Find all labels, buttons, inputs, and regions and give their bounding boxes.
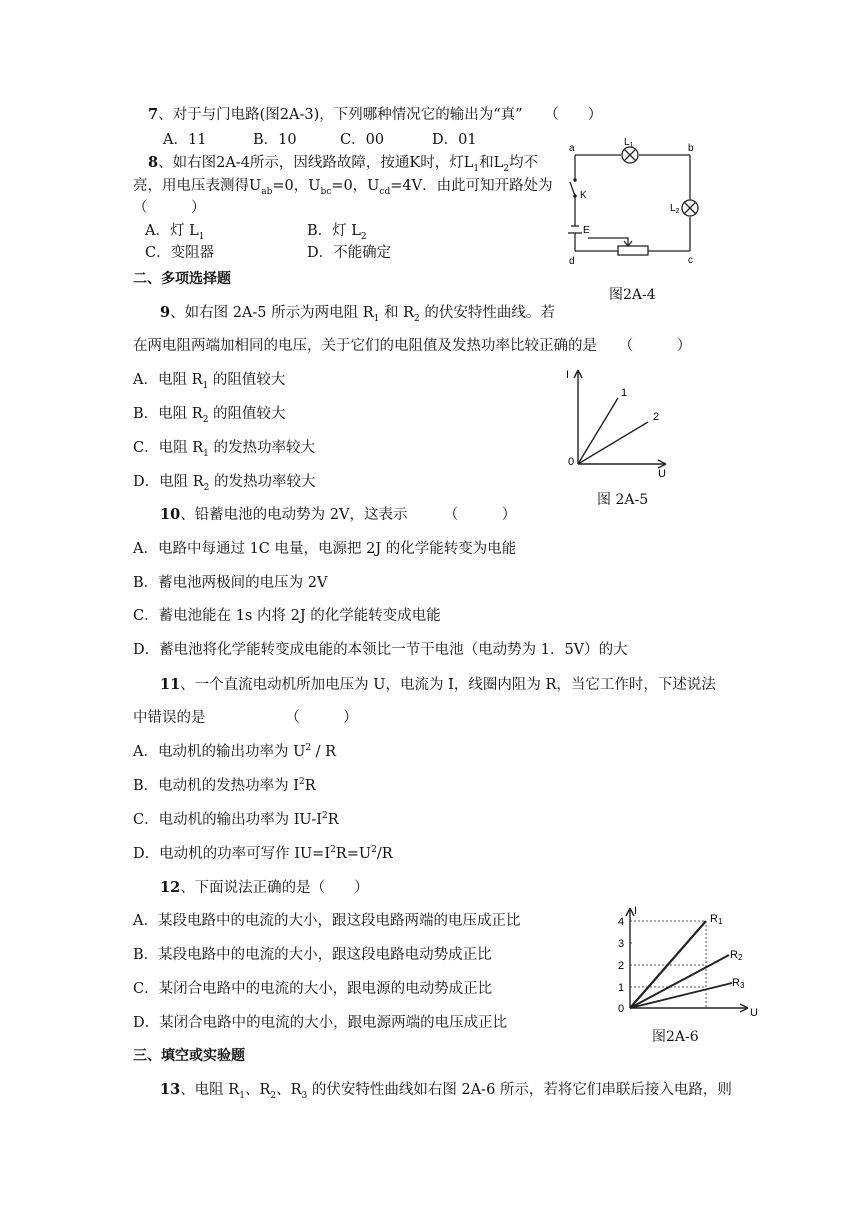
q11-stem-line2: 中错误的是 （ ） [133, 710, 358, 726]
battery-e-label: E [583, 225, 590, 236]
lamp-l1-label: $L_1$ [624, 138, 634, 149]
line-2 [578, 422, 648, 464]
q9-option-d: D．电阻 $R_2$ 的发热功率较大 [133, 474, 316, 493]
node-b-label: b [688, 143, 694, 154]
figure-2a-4-caption: 图2A-4 [609, 287, 656, 303]
line-r3 [630, 983, 732, 1008]
tick-1: 1 [618, 982, 625, 994]
q7-option-b: B．10 [253, 132, 297, 148]
q10-option-b: B．蓄电池两极间的电压为 2V [133, 575, 328, 591]
q9-option-c: C．电阻 $R_1$ 的发热功率较大 [133, 440, 315, 459]
q10-stem: 10、铅蓄电池的电动势为 2V，这表示 （ ） [160, 506, 517, 523]
r1-label: R1 [710, 913, 723, 926]
node-d-label: d [569, 256, 575, 267]
iv-graph-2a-6 [608, 898, 763, 1023]
q11-option-a: A．电动机的输出功率为 $U^2$ / R [133, 743, 337, 760]
q11-option-c: C．电动机的输出功率为 $IU-I^2R$ [133, 811, 339, 828]
q11-option-b: B．电动机的发热功率为 $I^2R$ [133, 777, 316, 794]
r2-label: R2 [730, 949, 743, 962]
line-2-label: 2 [653, 411, 660, 423]
q9-stem-line1: 9、如右图 2A-5 所示为两电阻 $R_1$ 和 $R_2$ 的伏安特性曲线。若 [160, 304, 555, 324]
node-a-label: a [569, 143, 575, 154]
q7-stem: 7、对于与门电路(图2A-3)，下列哪种情况它的输出为“真” （ ） [148, 106, 603, 123]
iv-graph-2a-5 [562, 364, 677, 479]
axis-i-label: I [566, 369, 570, 381]
q9-option-b: B．电阻 $R_2$ 的阻值较大 [133, 406, 286, 425]
circuit-diagram-2a-4 [560, 138, 710, 268]
q8-option-a: A．灯 $L_1$ [145, 223, 205, 242]
q7-option-c: C．00 [340, 132, 385, 148]
axis-i-label: I [634, 905, 638, 917]
q12-option-a: A．某段电路中的电流的大小，跟这段电路两端的电压成正比 [133, 913, 521, 929]
q12-stem: 12、下面说法正确的是（ ） [160, 879, 369, 896]
q9-stem-line2: 在两电阻两端加相同的电压，关于它们的电阻值及发热功率比较正确的是 （ ） [133, 338, 692, 354]
section-3-heading: 三、填空或实验题 [133, 1048, 245, 1064]
q8-option-c: C．变阻器 [145, 245, 215, 261]
q8-answer-paren: （ ） [133, 200, 206, 216]
axis-u-label: U [750, 1007, 758, 1019]
q10-option-a: A．电路中每通过 1C 电量，电源把 2J 的化学能转变为电能 [133, 541, 517, 557]
q12-option-b: B．某段电路中的电流的大小，跟这段电路电动势成正比 [133, 947, 492, 963]
q10-option-c: C．蓄电池能在 1s 内将 2J 的化学能转变成电能 [133, 608, 441, 624]
switch-k-label: K [580, 190, 587, 201]
origin-label: 0 [568, 456, 575, 468]
q13-stem: 13、电阻 $R_1$、$R_2$、$R_3$ 的伏安特性曲线如右图 2A-6 所示，若将它们串联后接入电路，则 [160, 1081, 732, 1101]
q7-option-d: D．01 [432, 132, 477, 148]
q7-option-a: A．11 [163, 132, 207, 148]
tick-4: 4 [618, 916, 625, 928]
line-r2 [630, 955, 729, 1008]
q8-option-b: B．灯 $L_2$ [307, 223, 367, 242]
line-r1 [630, 921, 706, 1008]
q11-stem-line1: 11、一个直流电动机所加电压为 U，电流为 I，线圈内阻为 R，当它工作时，下述说法 [160, 676, 716, 693]
q11-option-d: D．电动机的功率可写作 $IU=I^2R=U^2/R$ [133, 845, 393, 862]
node-c-label: c [688, 255, 693, 266]
section-2-heading: 二、多项选择题 [133, 271, 231, 287]
lamp-l2-label: $L_2$ [670, 203, 680, 215]
line-1-label: 1 [621, 387, 628, 399]
line-1 [578, 398, 618, 464]
origin-label: 0 [618, 1003, 625, 1015]
tick-2: 2 [618, 960, 625, 972]
tick-3: 3 [618, 938, 625, 950]
q8-option-d: D．不能确定 [307, 245, 392, 261]
axis-u-label: U [658, 468, 666, 479]
q12-option-c: C．某闭合电路中的电流的大小，跟电源的电动势成正比 [133, 981, 493, 997]
q10-option-d: D．蓄电池将化学能转变成电能的本领比一节干电池（电动势为 1．5V）的大 [133, 642, 628, 658]
r3-label: R3 [732, 977, 745, 990]
figure-2a-5-caption: 图 2A-5 [597, 492, 649, 508]
q9-option-a: A．电阻 $R_1$ 的阻值较大 [133, 372, 286, 391]
q12-option-d: D．某闭合电路中的电流的大小，跟电源两端的电压成正比 [133, 1015, 508, 1031]
q8-stem-line1: 8、如右图2A-4所示，因线路故障，按通K时，灯$L_1$和$L_2$均不 [148, 154, 538, 174]
q8-stem-line2: 亮，用电压表测得$U_{ab}=0$，$U_{bc}=0$，$U_{cd}=4V$．由此可知开路处为 [133, 178, 553, 197]
figure-2a-6-caption: 图2A-6 [652, 1029, 699, 1045]
